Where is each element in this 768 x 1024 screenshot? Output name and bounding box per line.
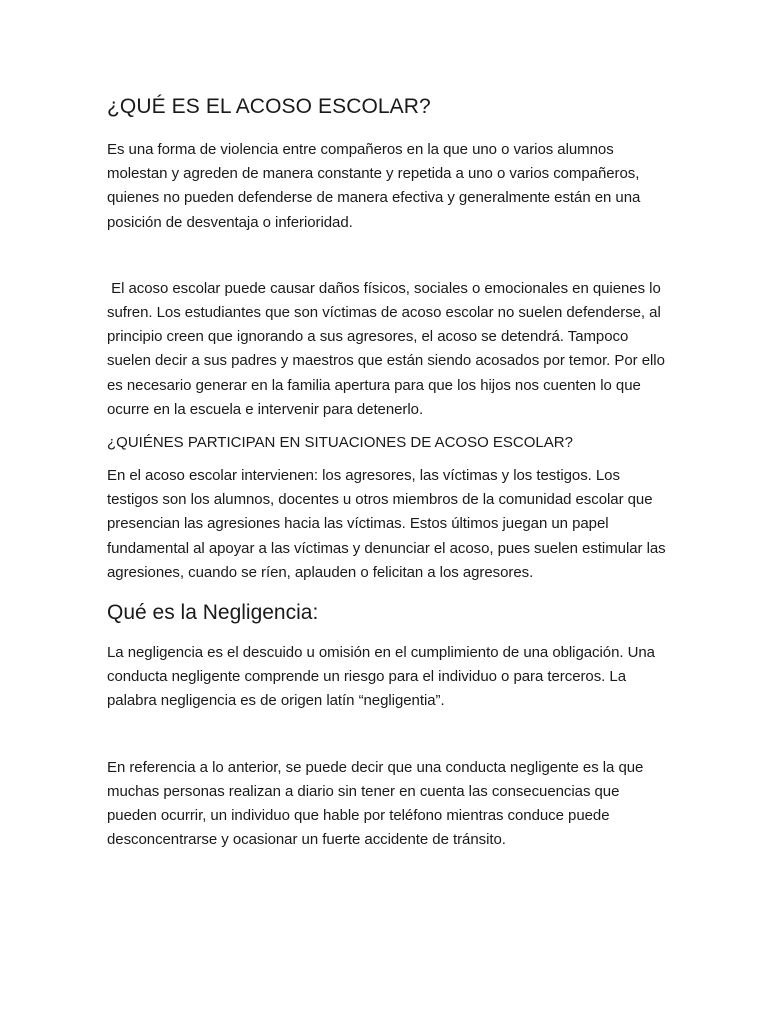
paragraph-conducta-negligente: En referencia a lo anterior, se puede decir que una conducta negligente es la que muchas personas realizan a diario sin tener en cuenta las consecuencias que pueden ocurrir, un individuo que hable por teléfono mientras conduce puede desconcentrarse y ocasionar un fuerte accidente de tránsito. <box>107 758 644 849</box>
subheading-quienes-participan: ¿QUIÉNES PARTICIPAN EN SITUACIONES DE ACOSO ESCOLAR? <box>107 434 573 452</box>
paragraph-danos-acoso: El acoso escolar puede causar daños físicos, sociales o emocionales en quienes lo sufren. Los estudiantes que son víctimas de acoso escolar no suelen defenderse, al principio creen que ignorando a sus agresores, el acoso se detendrá. Tampoco suelen decir a sus padres y maestros que están siendo acosados por temor. Por ello es necesario generar en la familia apertura para que los hijos nos cuenten lo que ocurre en la escuela e intervenir para detenerlo. <box>107 279 670 418</box>
document-body <box>107 93 670 852</box>
heading-acoso-escolar: ¿QUÉ ES EL ACOSO ESCOLAR? <box>107 95 431 118</box>
paragraph-definicion-negligencia: La negligencia es el descuido u omisión en el cumplimiento de una obligación. Una conducta negligente comprende un riesgo para el individuo o para terceros. La palabra negligencia es de origen latín “negligentia”. <box>107 644 655 710</box>
paragraph-definicion-acoso: Es una forma de violencia entre compañeros en la que uno o varios alumnos molestan y agreden de manera constante y repetida a uno o varios compañeros, quienes no pueden defenderse de manera efectiva y generalmente están en una posición de desventaja o inferioridad. <box>107 141 641 231</box>
heading-negligencia: Qué es la Negligencia: <box>107 601 319 625</box>
paragraph-participantes: En el acoso escolar intervienen: los agresores, las víctimas y los testigos. Los testigos son los alumnos, docentes u otros miembros de la comunidad escolar que presencian las agresiones hacia las víctimas. Estos últimos juegan un papel fundamental al apoyar a las víctimas y denunciar el acoso, pues suelen estimular las agresiones, cuando se ríen, aplauden o felicitan a los agresores. <box>107 467 666 581</box>
